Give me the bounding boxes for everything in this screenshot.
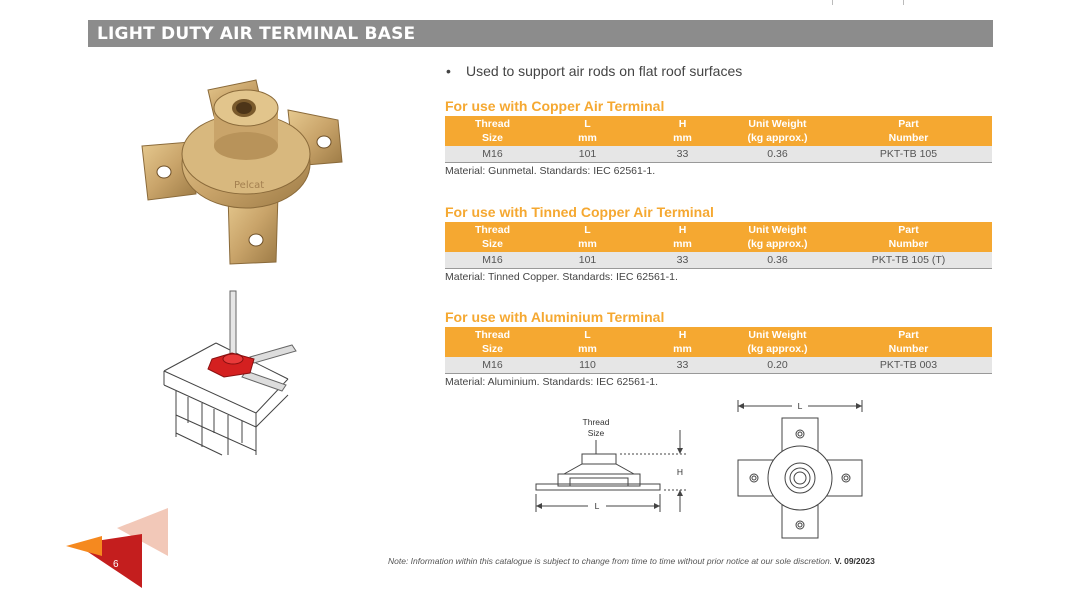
col-header-height: H mm	[635, 222, 730, 252]
cell-height: 33	[635, 357, 730, 373]
col-header-thread: Thread Size	[445, 327, 540, 357]
col-header-thread: Thread Size	[445, 222, 540, 252]
product-photo	[138, 76, 348, 268]
footer-note	[388, 556, 875, 566]
cell-thread: M16	[445, 146, 540, 162]
page-title: LIGHT DUTY AIR TERMINAL BASE	[97, 24, 416, 44]
col-header-height: H mm	[635, 327, 730, 357]
bullet-text: Used to support air rods on flat roof surfaces	[466, 63, 743, 79]
length-dimension-label: L	[594, 501, 600, 511]
cell-height: 33	[635, 252, 730, 268]
cell-thread: M16	[445, 252, 540, 268]
cell-part-number: PKT-TB 105 (T)	[825, 252, 992, 268]
page-number: 6	[113, 559, 119, 570]
thread-label-line2: Size	[587, 428, 605, 438]
section-title: For use with Tinned Copper Air Terminal	[445, 204, 714, 220]
col-header-part: Part Number	[825, 222, 992, 252]
height-dimension-label: H	[676, 467, 684, 477]
corner-decoration	[62, 506, 174, 590]
col-header-length: L mm	[540, 222, 635, 252]
brand-mark: Pelcat	[234, 180, 265, 191]
cell-height: 33	[635, 146, 730, 162]
material-note: Material: Gunmetal. Standards: IEC 62561-1.	[445, 164, 656, 177]
col-header-weight: Unit Weight (kg approx.)	[730, 327, 825, 357]
version-label: V. 09/2023	[834, 556, 875, 566]
cell-length: 101	[540, 252, 635, 268]
spec-table	[445, 222, 992, 269]
title-bar	[88, 20, 993, 47]
table-row	[445, 146, 992, 162]
cell-length: 110	[540, 357, 635, 373]
col-header-length: L mm	[540, 116, 635, 146]
section-title: For use with Copper Air Terminal	[445, 98, 665, 114]
col-header-part: Part Number	[825, 116, 992, 146]
cell-length: 101	[540, 146, 635, 162]
thread-label-line1: Thread	[582, 417, 610, 427]
spec-section-copper	[445, 97, 993, 177]
spec-table	[445, 116, 992, 163]
width-dimension-label: L	[797, 401, 803, 411]
col-header-weight: Unit Weight (kg approx.)	[730, 116, 825, 146]
section-title: For use with Aluminium Terminal	[445, 309, 665, 325]
col-header-thread: Thread Size	[445, 116, 540, 146]
installation-illustration	[162, 287, 302, 457]
disclaimer-text: Note: Information within this catalogue is subject to change from time to time without prior notice at our sole discretion.	[388, 556, 833, 566]
col-header-length: L mm	[540, 327, 635, 357]
side-elevation-drawing	[530, 412, 690, 524]
col-header-part: Part Number	[825, 327, 992, 357]
table-row	[445, 357, 992, 373]
cell-part-number: PKT-TB 003	[825, 357, 992, 373]
spec-section-aluminium	[445, 308, 993, 388]
material-note: Material: Aluminium. Standards: IEC 62561-1.	[445, 375, 659, 388]
material-note: Material: Tinned Copper. Standards: IEC 62561-1.	[445, 270, 678, 283]
header-tick-marks	[832, 0, 904, 5]
bullet-dot: •	[446, 63, 451, 79]
top-plan-drawing	[734, 398, 868, 544]
spec-section-tinned-copper	[445, 203, 993, 283]
feature-bullet	[446, 63, 742, 79]
cell-part-number: PKT-TB 105	[825, 146, 992, 162]
cell-weight: 0.36	[730, 252, 825, 268]
col-header-height: H mm	[635, 116, 730, 146]
spec-table	[445, 327, 992, 374]
table-row	[445, 252, 992, 268]
cell-weight: 0.20	[730, 357, 825, 373]
cell-weight: 0.36	[730, 146, 825, 162]
cell-thread: M16	[445, 357, 540, 373]
col-header-weight: Unit Weight (kg approx.)	[730, 222, 825, 252]
